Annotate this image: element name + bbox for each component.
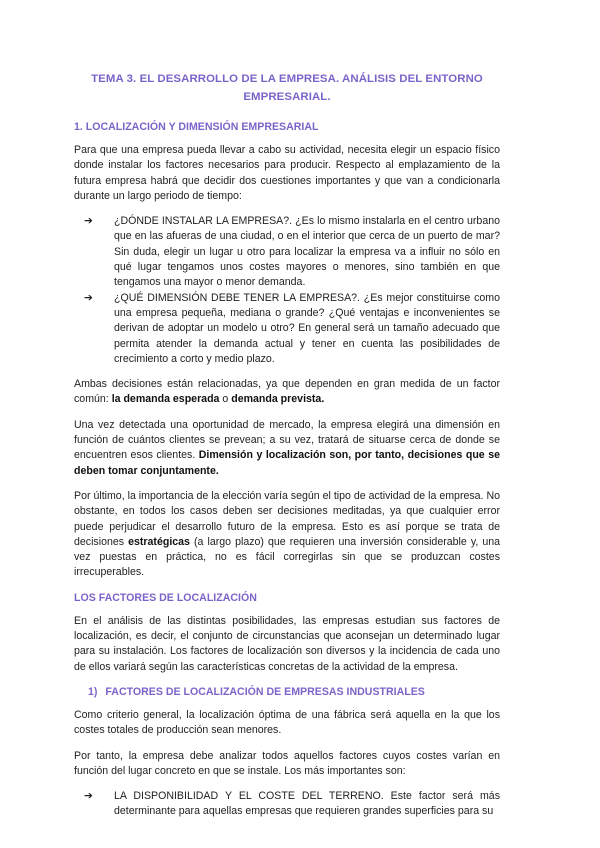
text-run: Una vez detectada una oportunidad de mercado, la empresa elegirá una dimensión en función de cuántos clientes se prevean; a su vez, tratará de situarse cerca de donde se encuentren esos clientes. [74, 418, 500, 462]
arrow-right-icon: ➔ [84, 215, 93, 228]
document-title: TEMA 3. EL DESARROLLO DE LA EMPRESA. ANÁLISIS DEL ENTORNO EMPRESARIAL. [91, 73, 483, 103]
criterion-paragraph: Como criterio general, la localización óptima de una fábrica será aquella en la que los costes totales de producción sean menores. [74, 708, 500, 737]
text-run: o [219, 393, 232, 406]
factors-list [74, 789, 500, 820]
factors-paragraph: En el análisis de las distintas posibilidades, las empresas estudian sus factores de localización, es decir, el conjunto de circunstancias que aconsejan un determinado lugar para su instalación. Los factores de localización son diversos y la incidencia de cada uno de ellos variará según las características concretas de la actividad de la empresa. [74, 614, 500, 673]
text-run: Ambas decisiones están relacionadas, ya que dependen en gran medida de un factor común: [74, 378, 500, 406]
list-item [84, 789, 500, 820]
text-run: Por último, la importancia de la elección varía según el tipo de actividad de la empresa. No obstante, en todos los casos deben ser decisiones meditadas, ya que cualquier error puede perjudicar el desarrollo futuro de la empresa. Esto es así porque se trata de decisiones [74, 489, 500, 548]
subsection-heading-industriales [88, 685, 500, 699]
text-run: (a largo plazo) que requieren una inversión considerable y, una vez puestas en práctica, no es fácil corregirlas sin que se produzcan costes irrecuperables. [74, 535, 501, 579]
demand-paragraph [74, 377, 500, 408]
arrow-right-icon: ➔ [84, 790, 93, 803]
bold-term: demanda prevista [231, 393, 322, 406]
subsection-title: FACTORES DE LOCALIZACIÓN DE EMPRESAS INDUSTRIALES [105, 685, 425, 698]
document-page [74, 70, 500, 830]
list-item [84, 291, 500, 367]
subsection-number: 1) [88, 685, 98, 698]
intro-paragraph: Para que una empresa pueda llevar a cabo su actividad, necesita elegir un espacio físico donde instalar los factores necesarios para producir. Respecto al emplazamiento de la futura empresa habrá que decidir dos cuestiones importantes y que van a condicionarla durante un largo periodo de tiempo: [74, 144, 500, 202]
bold-term: . [321, 393, 325, 406]
analysis-paragraph: Por tanto, la empresa debe analizar todos aquellos factores cuyos costes varían en función del lugar concreto en que se instale. Los más importantes son: [74, 749, 500, 777]
bold-term: la demanda esperada [111, 393, 220, 406]
list-item-text: LA DISPONIBILIDAD Y EL COSTE DEL TERRENO. Este factor será más determinante para aquellas empresas que requieren grandes superficies para su [114, 790, 500, 818]
importance-paragraph [74, 489, 500, 581]
list-item-text: ¿DÓNDE INSTALAR LA EMPRESA?. ¿Es lo mismo instalarla en el centro urbano que en las afueras de una ciudad, o en el interior que cerca de un puerto de mar? Sin duda, elegir un lugar u otro para localizar la empresa va a influir no sólo en qué lugar tengamos unos costes mayores o menores, sino también en que tengamos una mayor o menor demanda. [114, 215, 500, 289]
questions-list [74, 214, 500, 367]
section-heading-factores: LOS FACTORES DE LOCALIZACIÓN [74, 591, 257, 604]
section-heading-localizacion-dimension: 1. LOCALIZACIÓN Y DIMENSIÓN EMPRESARIAL [74, 121, 319, 133]
list-item [84, 214, 500, 290]
arrow-right-icon: ➔ [84, 291, 93, 304]
list-item-text: ¿QUÉ DIMENSIÓN DEBE TENER LA EMPRESA?. ¿Es mejor constituirse como una empresa pequeña, mediana o grande? ¿Qué ventajas e inconvenientes se derivan de adoptar un modelo u otro? En general será un tamaño adecuado que permita atender la demanda actual y tener en cuenta las posibilidades de crecimiento a corto y medio plazo. [114, 291, 500, 365]
bold-statement: Dimensión y localización son, por tanto, decisiones que se deben tomar conjuntamente. [74, 449, 500, 477]
market-opportunity-paragraph [74, 418, 500, 479]
bold-term: estratégicas [128, 535, 190, 548]
